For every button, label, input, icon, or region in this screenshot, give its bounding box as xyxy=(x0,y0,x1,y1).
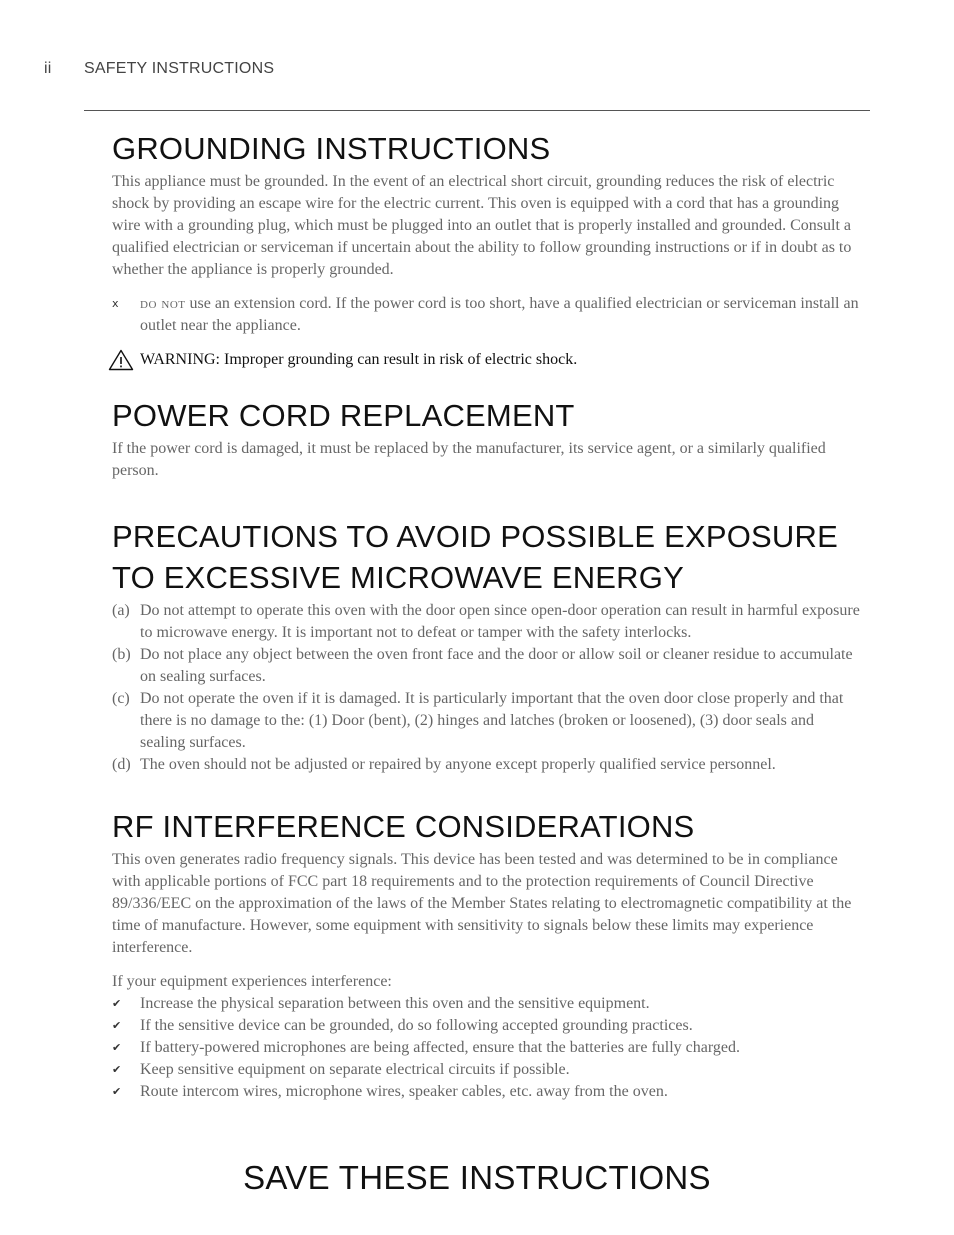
item-label: (c) xyxy=(112,690,130,707)
grounding-warning xyxy=(112,349,860,371)
header-divider xyxy=(84,110,870,111)
grounding-title: GROUNDING INSTRUCTIONS xyxy=(112,131,551,166)
list-item xyxy=(112,688,860,754)
check-text: Route intercom wires, microphone wires, speaker cables, etc. away from the oven. xyxy=(140,1083,668,1100)
power-cord-body: If the power cord is damaged, it must be replaced by the manufacturer, its service agent, or a similarly qualified person. xyxy=(112,440,826,479)
page-content xyxy=(112,128,860,1127)
power-cord-section xyxy=(112,395,860,482)
precautions-title-line2: TO EXCESSIVE MICROWAVE ENERGY xyxy=(112,560,684,595)
item-text: Do not place any object between the oven front face and the door or allow soil or cleaner residue to accumulate on sealing surfaces. xyxy=(140,646,853,685)
check-mark-icon: ✔ xyxy=(112,1085,122,1098)
precautions-title-line1: PRECAUTIONS TO AVOID POSSIBLE EXPOSURE xyxy=(112,519,838,554)
power-cord-title: POWER CORD REPLACEMENT xyxy=(112,398,575,433)
list-item xyxy=(112,1037,860,1059)
rf-intro: If your equipment experiences interference: xyxy=(112,973,392,990)
grounding-section xyxy=(112,128,860,371)
rf-body: This oven generates radio frequency signals. This device has been tested and was determined to be in compliance with applicable portions of FCC part 18 requirements and to the protection requirements of Council Directive 89/336/EEC on the approximation of the laws of the Member States relating to electromagnetic compatibility at the time of manufacture. However, some equipment with sensitivity to signals below these limits may experience interference. xyxy=(112,851,852,956)
item-label: (d) xyxy=(112,756,131,773)
check-text: If battery-powered microphones are being affected, ensure that the batteries are fully charged. xyxy=(140,1039,741,1056)
item-text: Do not attempt to operate this oven with the door open since open-door operation can result in harmful exposure to microwave energy. It is important not to defeat or tamper with the safety interlocks. xyxy=(140,602,860,641)
rf-section xyxy=(112,806,860,1103)
precautions-title xyxy=(112,516,860,598)
rf-title: RF INTERFERENCE CONSIDERATIONS xyxy=(112,809,695,844)
list-item xyxy=(112,1059,860,1081)
x-mark-icon: x xyxy=(112,297,119,310)
list-item xyxy=(112,993,860,1015)
check-text: If the sensitive device can be grounded, do so following accepted grounding practices. xyxy=(140,1017,693,1034)
do-not-label: do not xyxy=(140,295,186,312)
save-instructions-title: SAVE THESE INSTRUCTIONS xyxy=(243,1159,711,1196)
list-item xyxy=(112,754,860,776)
check-mark-icon: ✔ xyxy=(112,1019,122,1032)
check-mark-icon: ✔ xyxy=(112,1063,122,1076)
item-text: The oven should not be adjusted or repaired by anyone except properly qualified service personnel. xyxy=(140,756,776,773)
check-mark-icon: ✔ xyxy=(112,997,122,1010)
precautions-section xyxy=(112,516,860,776)
check-mark-icon: ✔ xyxy=(112,1041,122,1054)
list-item xyxy=(112,1015,860,1037)
precautions-list xyxy=(112,600,860,776)
item-label: (b) xyxy=(112,646,131,663)
list-item xyxy=(112,1081,860,1103)
page-number: ii xyxy=(44,60,52,77)
check-text: Keep sensitive equipment on separate electrical circuits if possible. xyxy=(140,1061,570,1078)
warning-triangle-icon xyxy=(108,349,134,371)
grounding-body: This appliance must be grounded. In the event of an electrical short circuit, grounding reduces the risk of electric shock by providing an escape wire for the electric current. This oven is equipped with a cord that has a grounding wire with a grounding plug, which must be plugged into an outlet that is properly installed and grounded. Consult a qualified electrician or serviceman if uncertain about the ability to follow grounding instructions or if in doubt as to whether the appliance is properly grounded. xyxy=(112,173,852,278)
check-text: Increase the physical separation between this oven and the sensitive equipment. xyxy=(140,995,650,1012)
list-item xyxy=(112,600,860,644)
rf-checklist xyxy=(112,993,860,1103)
extension-cord-bullet xyxy=(112,293,860,337)
running-title: SAFETY INSTRUCTIONS xyxy=(84,60,275,77)
list-item xyxy=(112,644,860,688)
running-header xyxy=(44,60,870,78)
warning-text: WARNING: Improper grounding can result in risk of electric shock. xyxy=(140,351,578,368)
item-text: Do not operate the oven if it is damaged. It is particularly important that the oven door close properly and that there is no damage to the: (1) Door (bent), (2) hinges and latches (broken or loosened), (3) door seals and sealing surfaces. xyxy=(140,690,844,751)
item-label: (a) xyxy=(112,602,130,619)
extension-cord-text: use an extension cord. If the power cord is too short, have a qualified electrician or serviceman install an outlet near the appliance. xyxy=(140,295,859,334)
